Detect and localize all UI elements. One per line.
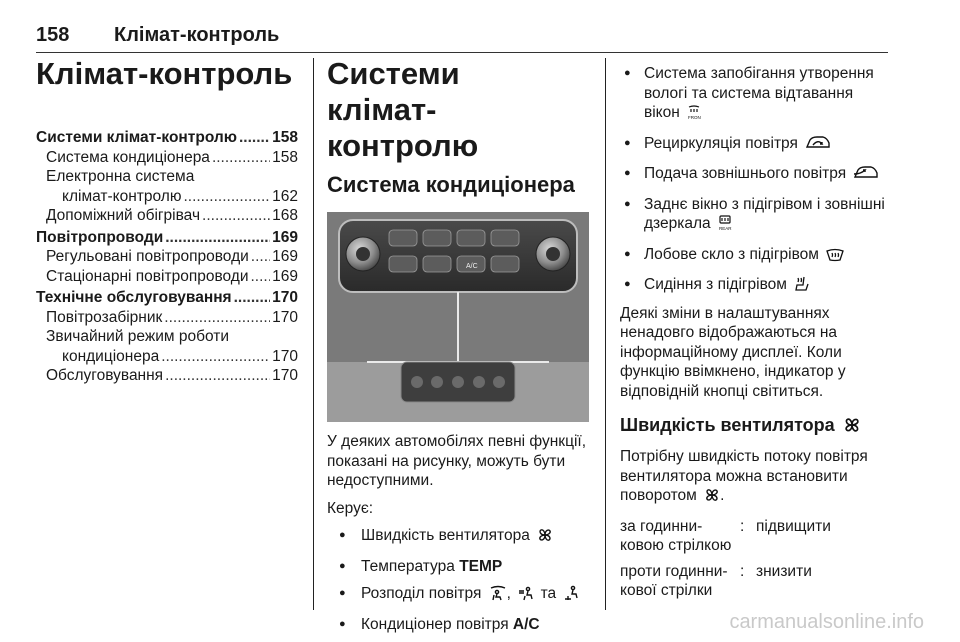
table-cell: проти годинни-кової стрілки: [620, 562, 728, 599]
rear-defrost-icon: [718, 215, 732, 237]
column-toc: [36, 56, 298, 386]
outside-air-icon: [853, 165, 879, 187]
svg-text:FRONT: FRON: [688, 115, 701, 120]
ac-label: A/C: [466, 263, 478, 270]
column-divider: [313, 58, 314, 610]
list-item: ● Подача зовнішнього повітря: [620, 164, 885, 187]
heated-seat-icon: [794, 276, 810, 298]
toc-entry[interactable]: Повітропроводи ..... 169: [36, 228, 298, 248]
toc-entry[interactable]: Допоміжний обігрівач ..... 168: [36, 206, 298, 226]
indicator-note: Деякі зміни в налаштуваннях ненадовго відображаються на інформаційному дисплеї. Коли функцію ввімкнено, індикатор у відповідній кнопці світиться.: [620, 304, 846, 400]
fan-icon: [843, 416, 861, 439]
toc-entry[interactable]: Регульовані повітропроводи ..... 169: [36, 247, 298, 267]
list-item: ● Система запобігання утворення вологі та система відтавання вікон FRON: [620, 64, 885, 126]
table-cell: знизити: [756, 562, 812, 580]
table-row: [620, 517, 831, 562]
list-item: ● Розподіл повітря , та: [327, 584, 589, 607]
list-item: ● Сидіння з підігрівом: [620, 275, 885, 298]
watermark: carmanualsonline.info: [729, 611, 924, 633]
list-item: ● Кондиціонер повітря A/C: [327, 615, 589, 635]
running-title: Клімат-контроль: [114, 24, 280, 46]
fan-icon: [704, 487, 720, 509]
controls-list: [327, 526, 589, 634]
fan-icon: [537, 527, 553, 549]
column-features: [620, 64, 885, 607]
rotation-table: [620, 517, 831, 607]
toc-entry[interactable]: Стаціонарні повітропроводи ..... 169: [36, 267, 298, 287]
column-main: [327, 56, 589, 642]
air-to-feet-icon: [563, 585, 581, 607]
chapter-title: Клімат-контроль: [36, 56, 293, 91]
list-item: ● Лобове скло з підігрівом: [620, 245, 885, 268]
toc-entry[interactable]: Звичайний режим роботи: [46, 328, 230, 345]
table-cell: за годинни-ковою стрілкою: [620, 517, 732, 554]
list-item: ● Швидкість вентилятора: [327, 526, 589, 549]
front-defrost-icon: [687, 104, 701, 126]
subsection-title: Система кондиціонера: [327, 172, 575, 197]
toc-entry[interactable]: клімат-контролю ..... 162: [36, 187, 298, 207]
air-to-face-icon: [518, 585, 536, 607]
page-header: [36, 22, 888, 53]
toc-entry[interactable]: Система кондиціонера ..... 158: [36, 148, 298, 168]
toc-entry[interactable]: Повітрозабірник ..... 170: [36, 308, 298, 328]
air-to-windscreen-icon: [489, 585, 507, 607]
toc-entry[interactable]: Електронна система: [46, 168, 195, 185]
toc-entry[interactable]: Системи клімат-контролю ..... 158: [36, 128, 298, 148]
fan-speed-heading: Швидкість вентилятора: [620, 415, 885, 439]
control-panel-photo: [327, 212, 589, 422]
heated-windscreen-icon: [826, 248, 844, 268]
fan-speed-text: Потрібну швидкість потоку повітря вентилятора можна встановити поворотом .: [620, 447, 885, 509]
page-number: 158: [36, 24, 70, 46]
table-row: [620, 562, 831, 607]
table-cell: :: [740, 562, 745, 580]
list-item: ● Температура TEMP: [327, 557, 589, 577]
toc-entry[interactable]: Обслуговування ..... 170: [36, 366, 298, 386]
table-of-contents: [36, 128, 298, 386]
recirculation-icon: [805, 135, 831, 157]
list-item: ● Заднє вікно з підігрівом і зовнішні дзеркала REAR: [620, 195, 885, 237]
features-list: [620, 64, 885, 298]
section-title: Системи клімат-контролю: [327, 56, 479, 163]
table-cell: :: [740, 517, 745, 535]
list-item: ● Рециркуляція повітря: [620, 134, 885, 157]
column-divider: [605, 58, 606, 610]
toc-entry[interactable]: Технічне обслуговування ..... 170: [36, 288, 298, 308]
table-cell: підвищити: [756, 517, 831, 535]
photo-caption: У деяких автомобілях певні функції, показані на рисунку, можуть бути недоступними.: [327, 433, 587, 489]
svg-text:REAR: REAR: [718, 226, 732, 231]
controls-intro: Керує:: [327, 499, 374, 517]
toc-entry[interactable]: кондиціонера ..... 170: [36, 347, 298, 367]
